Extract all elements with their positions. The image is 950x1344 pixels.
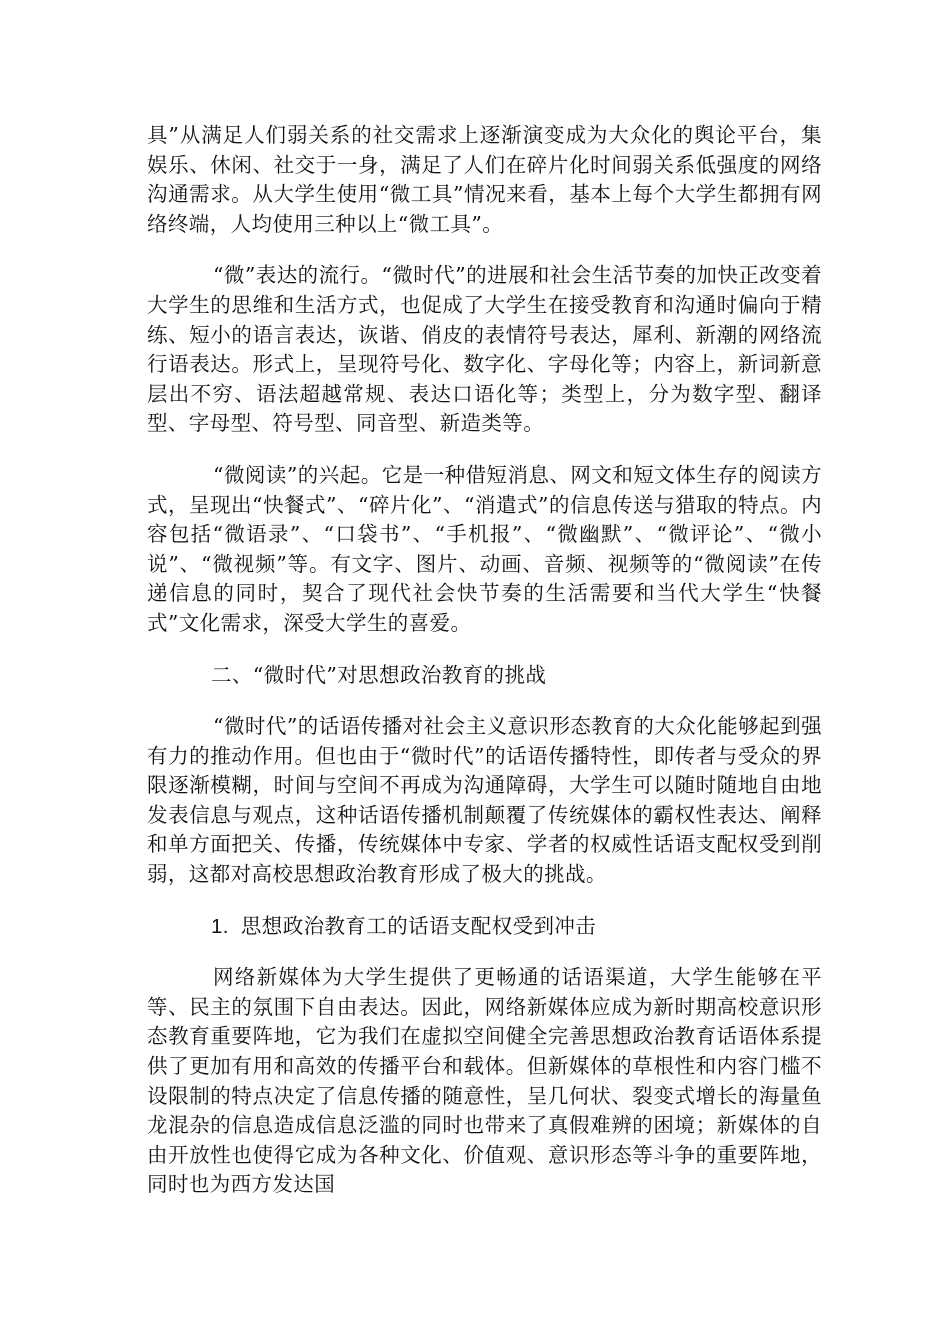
subsection-heading-text: 思想政治教育工的话语支配权受到冲击 <box>240 913 597 938</box>
paragraph-micro-reading: “微阅读”的兴起。它是一种借短消息、网文和短文体生存的阅读方式，呈现出“快餐式”、“碎片化”、“消遣式”的信息传送与猎取的特点。内容包括“微语录”、“口袋书”、“手机报”、“微幽默”、“微评论”、“微小说”、“微视频”等。有文字、图片、动画、音频、视频等的“微阅读”在传递信息的同时，契合了现代社会快节奏的生活需要和当代大学生“快餐式”文化需求，深受大学生的喜爱。 <box>147 462 822 635</box>
paragraph-micro-expression: “微”表达的流行。“微时代”的进展和社会生活节奏的加快正改变着大学生的思维和生活方式，也促成了大学生在接受教育和沟通时偏向于精练、短小的语言表达，诙谐、俏皮的表情符号表达，犀利、新潮的网络流行语表达。形式上，呈现符号化、数字化、字母化等；内容上，新词新意层出不穷、语法超越常规、表达口语化等；类型上，分为数字型、翻译型、字母型、符号型、同音型、新造类等。 <box>147 263 822 436</box>
section-heading-text: 二、“微时代”对思想政治教育的挑战 <box>211 662 547 687</box>
document-body <box>147 121 822 1222</box>
subsection-heading-discourse-power <box>147 912 822 942</box>
section-heading-challenges <box>147 661 822 691</box>
paragraph-weibo-platform: 具”从满足人们弱关系的社交需求上逐渐演变成为大众化的舆论平台，集娱乐、休闲、社交于一身，满足了人们在碎片化时间弱关系低强度的网络沟通需求。从大学生使用“微工具”情况来看，基本上每个大学生都拥有网络终端，人均使用三种以上“微工具”。 <box>147 123 822 236</box>
subsection-number: 1. <box>211 914 229 938</box>
paragraph-new-media: 网络新媒体为大学生提供了更畅通的话语渠道，大学生能够在平等、民主的氛围下自由表达。因此，网络新媒体应成为新时期高校意识形态教育重要阵地，它为我们在虚拟空间健全完善思想政治教育话语体系提供了更加有用和高效的传播平台和载体。但新媒体的草根性和内容门槛不设限制的特点决定了信息传播的随意性，呈几何状、裂变式增长的海量鱼龙混杂的信息造成信息泛滥的同时也带来了真假难辨的困境；新媒体的自由开放性也使得它成为各种文化、价值观、意识形态等斗争的重要阵地，同时也为西方发达国 <box>147 965 822 1197</box>
paragraph-discourse-challenge: “微时代”的话语传播对社会主义意识形态教育的大众化能够起到强有力的推动作用。但也由于“微时代”的话语传播特性，即传者与受众的界限逐渐模糊，时间与空间不再成为沟通障碍，大学生可以随时随地自由地发表信息与观点，这种话语传播机制颠覆了传统媒体的霸权性表达、阐释和单方面把关、传播，传统媒体中专家、学者的权威性话语支配权受到削弱，这都对高校思想政治教育形成了极大的挑战。 <box>147 714 822 887</box>
